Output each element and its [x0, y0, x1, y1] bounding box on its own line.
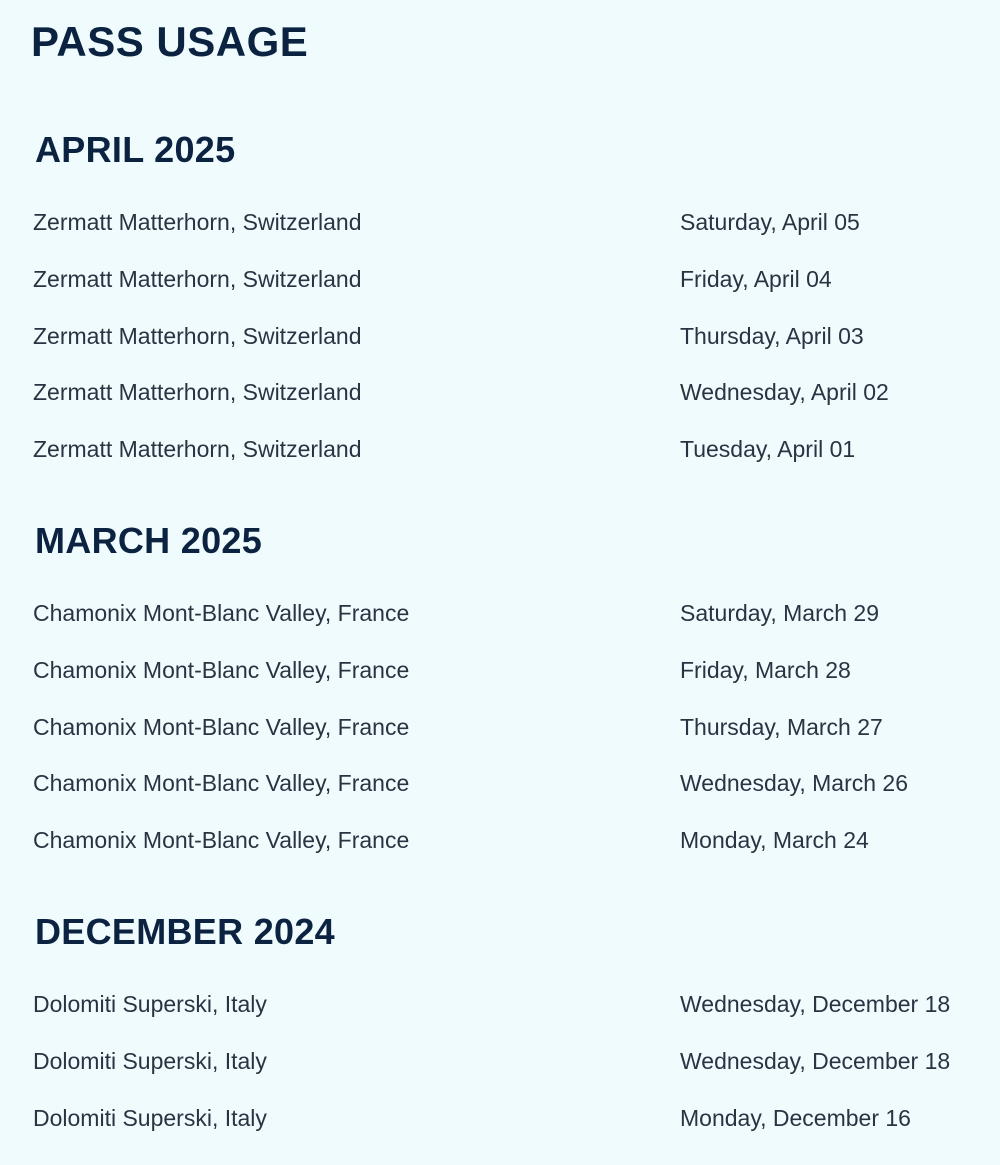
usage-row — [0, 593, 1000, 633]
resort-name: Chamonix Mont-Blanc Valley, France — [33, 827, 410, 853]
usage-row — [0, 259, 1000, 299]
resort-name: Zermatt Matterhorn, Switzerland — [33, 266, 362, 292]
resort-name: Zermatt Matterhorn, Switzerland — [33, 209, 362, 235]
usage-row — [0, 202, 1000, 242]
usage-row — [0, 429, 1000, 469]
visit-date: Wednesday, March 26 — [680, 770, 908, 796]
visit-date: Wednesday, April 02 — [680, 379, 889, 405]
visit-date: Wednesday, December 18 — [680, 1048, 951, 1074]
visit-date: Tuesday, April 01 — [680, 436, 856, 462]
usage-row — [0, 372, 1000, 412]
resort-name: Chamonix Mont-Blanc Valley, France — [33, 770, 410, 796]
usage-row — [0, 1041, 1000, 1081]
visit-date: Saturday, April 05 — [680, 209, 860, 235]
visit-date: Wednesday, December 18 — [680, 991, 951, 1017]
usage-row — [0, 820, 1000, 860]
usage-row — [0, 707, 1000, 747]
visit-date: Thursday, March 27 — [680, 714, 883, 740]
usage-row — [0, 650, 1000, 690]
usage-row — [0, 1098, 1000, 1138]
month-heading: APRIL 2025 — [35, 129, 236, 170]
usage-row — [0, 316, 1000, 356]
usage-row — [0, 763, 1000, 803]
resort-name: Zermatt Matterhorn, Switzerland — [33, 379, 362, 405]
resort-name: Dolomiti Superski, Italy — [33, 1105, 267, 1131]
visit-date: Monday, December 16 — [680, 1105, 911, 1131]
page-title: PASS USAGE — [31, 18, 309, 65]
month-heading: DECEMBER 2024 — [35, 911, 336, 952]
resort-name: Zermatt Matterhorn, Switzerland — [33, 436, 362, 462]
resort-name: Chamonix Mont-Blanc Valley, France — [33, 600, 410, 626]
visit-date: Friday, March 28 — [680, 657, 851, 683]
resort-name: Chamonix Mont-Blanc Valley, France — [33, 714, 410, 740]
resort-name: Dolomiti Superski, Italy — [33, 1048, 267, 1074]
visit-date: Thursday, April 03 — [680, 323, 864, 349]
visit-date: Saturday, March 29 — [680, 600, 880, 626]
month-heading: MARCH 2025 — [35, 520, 263, 561]
resort-name: Zermatt Matterhorn, Switzerland — [33, 323, 362, 349]
visit-date: Friday, April 04 — [680, 266, 832, 292]
resort-name: Chamonix Mont-Blanc Valley, France — [33, 657, 410, 683]
visit-date: Monday, March 24 — [680, 827, 869, 853]
resort-name: Dolomiti Superski, Italy — [33, 991, 267, 1017]
usage-row — [0, 984, 1000, 1024]
